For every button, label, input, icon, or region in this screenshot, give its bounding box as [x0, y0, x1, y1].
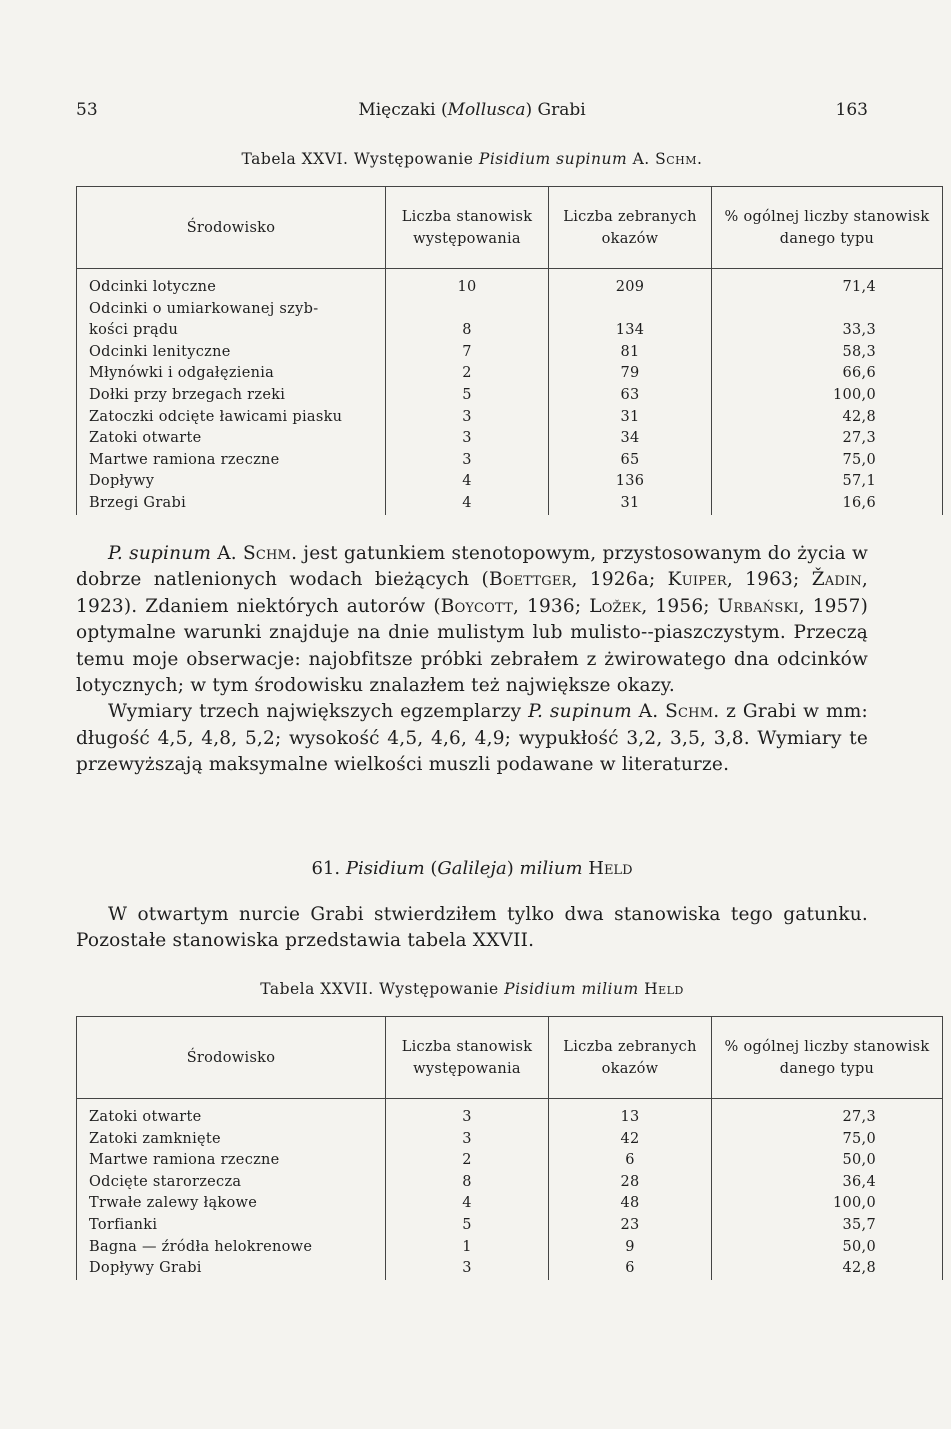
table-cell-count: 23: [549, 1215, 712, 1237]
table-cell-count: 6: [549, 1150, 712, 1172]
table-cell-env: Dopływy: [77, 471, 386, 493]
table-row: [77, 450, 943, 472]
table-row: [77, 385, 943, 407]
table-cell-count: 6: [549, 1258, 712, 1280]
table-cell-sites: 2: [386, 363, 549, 385]
table-cell-env: Zatoki otwarte: [77, 428, 386, 450]
table-2: [76, 1016, 943, 1280]
table-row: [77, 1237, 943, 1259]
table-cell-pct: 35,7: [712, 1215, 943, 1237]
table-cell-env: Zatoczki odcięte ławicami piasku: [77, 407, 386, 429]
table-row: [77, 320, 943, 342]
table-cell-pct: 58,3: [712, 342, 943, 364]
table-cell-env: Dopływy Grabi: [77, 1258, 386, 1280]
table-row: [77, 407, 943, 429]
table-cell-pct: 36,4: [712, 1172, 943, 1194]
table-cell-count: 31: [549, 493, 712, 515]
table-cell-count: 79: [549, 363, 712, 385]
table-cell-env: Zatoki zamknięte: [77, 1129, 386, 1151]
table-cell-env: kości prądu: [77, 320, 386, 342]
paragraph-2: Wymiary trzech największych egzemplarzy P. supinum A. Schm. z Grabi w mm: długość 4,5, 4,8, 5,2; wysokość 4,5, 4,6, 4,9; wypukłość 3,2, 3,5, 3,8. Wymiary te przewyższają maksymalne wielkości muszli podawane w literaturze.: [76, 701, 868, 776]
table-cell-pct: 71,4: [712, 269, 943, 299]
table-cell-count: 209: [549, 269, 712, 299]
table-cell-env: Martwe ramiona rzeczne: [77, 450, 386, 472]
table-row: [77, 363, 943, 385]
table-header-cell: Liczba zebranych okazów: [549, 187, 712, 269]
table-row: [77, 1258, 943, 1280]
table-cell-env: Odcięte starorzecza: [77, 1172, 386, 1194]
paragraph-1: P. supinum A. Schm. jest gatunkiem stenotopowym, przystosowanym do życia w dobrze natlenionych wodach bieżących (Boettger, 1926a; Kuiper, 1963; Žadin, 1923). Zdaniem niektórych autorów (Boycott, 1936; Ložek, 1956; Urbański, 1957) optymalne warunki znajduje na dnie mulistym lub mulisto--piaszczystym. Przeczą temu moje obserwacje: najobfitsze próbki zebrałem z żwirowatego dna odcinków lotycznych; w tym środowisku znalazłem też największe okazy. Wymiary trzech największych egzemplarzy P. supinum A. Schm. z Grabi w mm: długość 4,5, 4,8, 5,2; wysokość 4,5, 4,6, 4,9; wypukłość 3,2, 3,5, 3,8. Wymiary te przewyższają maksymalne wielkości muszli podawane w literaturze.: [76, 541, 868, 779]
table-row: [77, 269, 943, 299]
table-cell-pct: 33,3: [712, 320, 943, 342]
table-row: [77, 1193, 943, 1215]
table-header-cell: % ogólnej liczby stanowisk danego typu: [712, 187, 943, 269]
table-row: [77, 1099, 943, 1129]
table-cell-sites: 10: [386, 269, 549, 299]
table-cell-pct: 50,0: [712, 1150, 943, 1172]
table-cell-env: Młynówki i odgałęzienia: [77, 363, 386, 385]
table-caption-2: Tabela XXVII. Występowanie Pisidium milium Held: [260, 980, 684, 998]
table-cell-sites: 8: [386, 320, 549, 342]
table-cell-sites: 1: [386, 1237, 549, 1259]
table-cell-pct: 100,0: [712, 1193, 943, 1215]
table-cell-pct: 75,0: [712, 1129, 943, 1151]
table-cell-pct: 27,3: [712, 1099, 943, 1129]
table-cell-count: 63: [549, 385, 712, 407]
table-cell-env: Odcinki lotyczne: [77, 269, 386, 299]
table-row: [77, 428, 943, 450]
table-header-cell: Środowisko: [77, 187, 386, 269]
table-cell-count: 134: [549, 320, 712, 342]
table-header-cell: Środowisko: [77, 1017, 386, 1099]
table-cell-count: 31: [549, 407, 712, 429]
table-cell-sites: 3: [386, 450, 549, 472]
table-caption-1: Tabela XXVI. Występowanie Pisidium supinum A. Schm.: [241, 150, 703, 168]
table-cell-count: 48: [549, 1193, 712, 1215]
table-cell-env: Odcinki lenityczne: [77, 342, 386, 364]
table-cell-pct: 27,3: [712, 428, 943, 450]
table-cell-sites: [386, 299, 549, 321]
table-row: [77, 1150, 943, 1172]
table-cell-pct: 57,1: [712, 471, 943, 493]
table-row: [77, 342, 943, 364]
species-heading: 61. Pisidium (Galileja) milium Held: [311, 858, 633, 879]
table-cell-pct: 75,0: [712, 450, 943, 472]
table-header-cell: % ogólnej liczby stanowisk danego typu: [712, 1017, 943, 1099]
table-cell-pct: 42,8: [712, 407, 943, 429]
table-row: [77, 493, 943, 515]
table-cell-count: 28: [549, 1172, 712, 1194]
table-cell-count: 34: [549, 428, 712, 450]
table-cell-env: Martwe ramiona rzeczne: [77, 1150, 386, 1172]
running-title: Mięczaki (Mollusca) Grabi: [358, 100, 586, 120]
table-cell-pct: 42,8: [712, 1258, 943, 1280]
table-cell-count: [549, 299, 712, 321]
table-cell-sites: 5: [386, 1215, 549, 1237]
table-cell-sites: 3: [386, 1099, 549, 1129]
table-cell-env: Brzegi Grabi: [77, 493, 386, 515]
table-header-cell: Liczba stanowisk występowania: [386, 187, 549, 269]
table-cell-sites: 3: [386, 428, 549, 450]
table-cell-sites: 7: [386, 342, 549, 364]
table-cell-env: Torfianki: [77, 1215, 386, 1237]
table-cell-env: Dołki przy brzegach rzeki: [77, 385, 386, 407]
section-number: 53: [76, 100, 98, 120]
table-cell-count: 42: [549, 1129, 712, 1151]
table-cell-sites: 3: [386, 1129, 549, 1151]
table-row: [77, 1215, 943, 1237]
table-cell-pct: 100,0: [712, 385, 943, 407]
table-cell-sites: 3: [386, 1258, 549, 1280]
table-cell-pct: [712, 299, 943, 321]
table-cell-count: 81: [549, 342, 712, 364]
table-cell-count: 136: [549, 471, 712, 493]
table-cell-count: 13: [549, 1099, 712, 1129]
table-cell-pct: 16,6: [712, 493, 943, 515]
table-row: [77, 1129, 943, 1151]
table-cell-sites: 4: [386, 471, 549, 493]
table-cell-env: Bagna — źródła helokrenowe: [77, 1237, 386, 1259]
page-number: 163: [835, 100, 868, 120]
table-cell-sites: 3: [386, 407, 549, 429]
paragraph-3: W otwartym nurcie Grabi stwierdziłem tylko dwa stanowiska tego gatunku. Pozostałe stanowiska przedstawia tabela XXVII.: [76, 904, 868, 952]
table-header-cell: Liczba stanowisk występowania: [386, 1017, 549, 1099]
table-row: [77, 471, 943, 493]
table-1: [76, 186, 943, 515]
table-cell-sites: 2: [386, 1150, 549, 1172]
table-cell-count: 65: [549, 450, 712, 472]
table-header-cell: Liczba zebranych okazów: [549, 1017, 712, 1099]
table-cell-sites: 4: [386, 493, 549, 515]
table-cell-pct: 66,6: [712, 363, 943, 385]
table-row: [77, 1172, 943, 1194]
table-cell-sites: 8: [386, 1172, 549, 1194]
table-cell-env: Zatoki otwarte: [77, 1099, 386, 1129]
table-cell-pct: 50,0: [712, 1237, 943, 1259]
table-cell-env: Odcinki o umiarkowanej szyb-: [77, 299, 386, 321]
table-cell-env: Trwałe zalewy łąkowe: [77, 1193, 386, 1215]
table-cell-count: 9: [549, 1237, 712, 1259]
running-head: [76, 100, 868, 124]
table-cell-sites: 5: [386, 385, 549, 407]
table-row: [77, 299, 943, 321]
table-cell-sites: 4: [386, 1193, 549, 1215]
